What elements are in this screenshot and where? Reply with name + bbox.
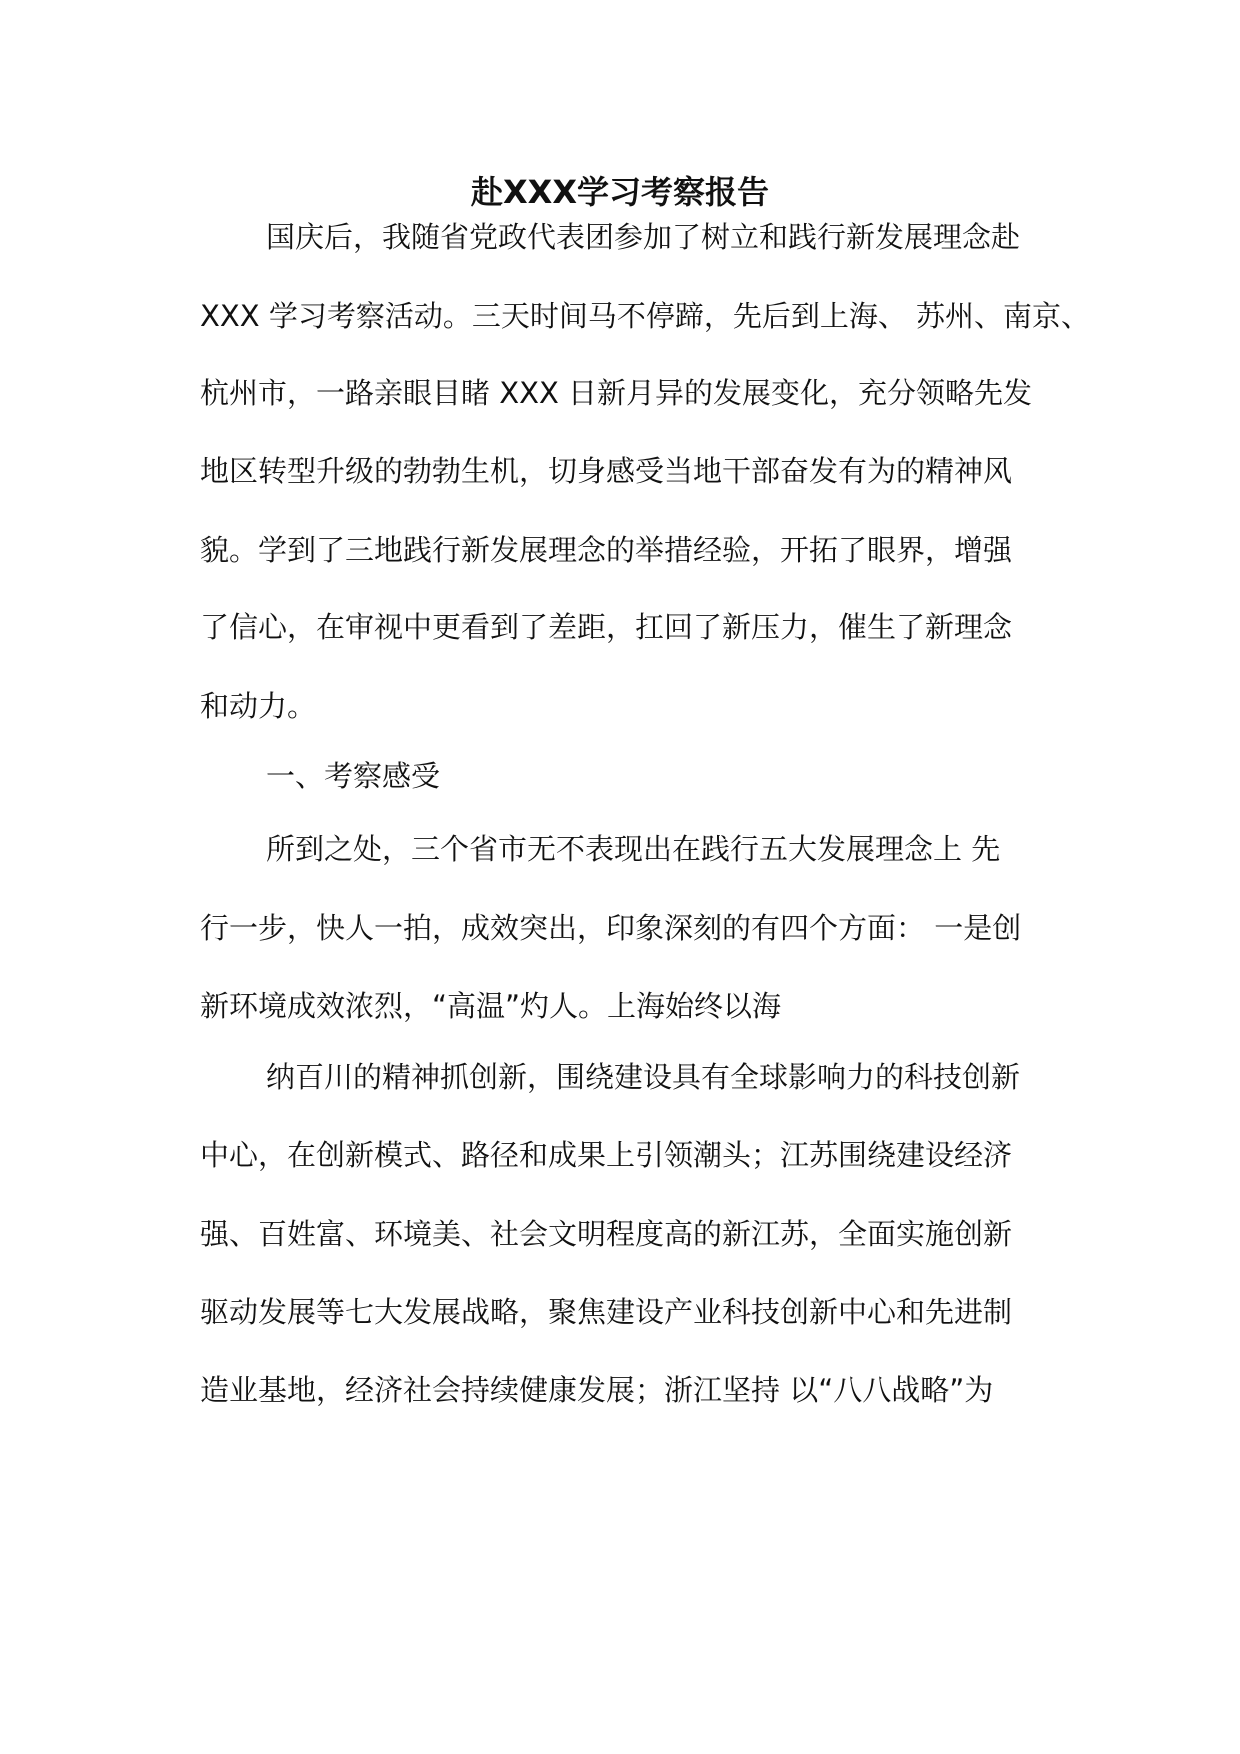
paragraph-line: 纳百川的精神抓创新，围绕建设具有全球影响力的科技创新 <box>266 1060 1021 1094</box>
paragraph-line: 驱动发展等七大发展战略，聚焦建设产业科技创新中心和先进制 <box>200 1295 1013 1329</box>
paragraph-line: 新环境成效浓烈，“高温”灼人。上海始终以海 <box>200 989 782 1023</box>
paragraph-line: 强、百姓富、环境美、社会文明程度高的新江苏，全面实施创新 <box>200 1217 1013 1251</box>
paragraph-line: 地区转型升级的勃勃生机，切身感受当地干部奋发有为的精神风 <box>200 454 1013 488</box>
paragraph-line: 所到之处，三个省市无不表现出在践行五大发展理念上 先 <box>266 832 1001 866</box>
paragraph-line: 了信心，在审视中更看到了差距，扛回了新压力，催生了新理念 <box>200 610 1013 644</box>
paragraph-line: 造业基地，经济社会持续健康发展；浙江坚持 以“八八战略”为 <box>200 1373 994 1407</box>
paragraph-line: 中心，在创新模式、路径和成果上引领潮头；江苏围绕建设经济 <box>200 1138 1013 1172</box>
paragraph-line: XXX 学习考察活动。三天时间马不停蹄，先后到上海、 苏州、南京、 <box>200 299 1091 333</box>
paragraph-line: 国庆后，我随省党政代表团参加了树立和践行新发展理念赴 <box>266 220 1021 254</box>
paragraph-line: 貌。学到了三地践行新发展理念的举措经验，开拓了眼界，增强 <box>200 533 1013 567</box>
document-title: 赴XXX学习考察报告 <box>470 173 770 211</box>
paragraph-line: 和动力。 <box>200 689 317 723</box>
paragraph-line: 行一步，快人一拍，成效突出，印象深刻的有四个方面： 一是创 <box>200 911 1022 945</box>
section-heading: 一、考察感受 <box>266 759 441 793</box>
paragraph-line: 杭州市，一路亲眼目睹 XXX 日新月异的发展变化，充分领略先发 <box>200 376 1033 410</box>
